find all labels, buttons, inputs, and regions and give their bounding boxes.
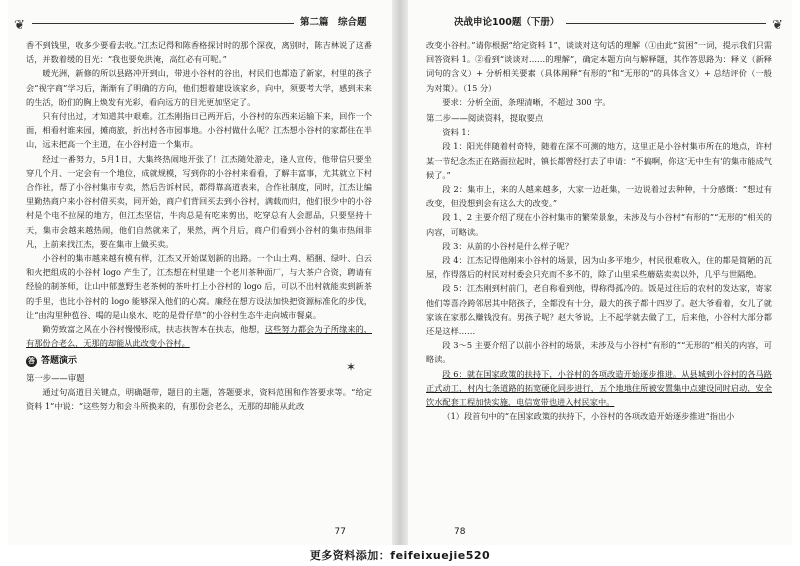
ornament-icon: ❦ [14,18,25,33]
step-one-paragraph: 通过句高道目关键点，明确题带，题目的主题，答题要求，资料范围和作答要求等。“给定资料 1”中说：“这些努力和会斗所换来的，有那份会老么，无那的却能从此改 [26,386,372,412]
step-one-heading: 第一步——审题 [26,372,85,383]
reading-note: 段 1、2 主要介绍了现在小谷村集市的繁荣景象，未涉及与小谷村“有形的”“无形的”相关的内容，可略读。 [426,212,772,237]
header-rule [32,23,294,24]
body-paragraph: 小谷村的集市越来越有模有样，江杰又开始谋划新的出路。一个山土鸡、稻捆、绿叶、白云和火把组成的小谷村 logo 产生了，江杰想在村里建一个老川茶种面厂，与大茶户合资，聘请有经验的制茶师，让山中郁葱野生老茶树的茶叶打上小谷村的 logo 后，可以不出村就能卖到新茶的手里，也比小谷村的 logo 能够深入他们的心窝。廉经在想方设法加快把资源标准化的步伐，让“由沟里种苞谷、喝的是山泉水、吃的是骨仔草”的小谷村生态牛走向城市餐桌。 [26,253,372,320]
answer-requirement: 要求：分析全面，条理清晰，不超过 300 字。 [442,96,611,107]
page-number-right: 78 [454,527,466,537]
right-header-tag: 决战申论100题（下册） [454,17,560,28]
body-paragraph: 经过一番努力，5月1日，大集终热闹地开张了！江杰随处游走，逢人宣传，他带信只要坐穿几个月、一定会有一个地位，成就规模，写到你的小谷村来看看，了解丰富事，尤其就立下村合作社，帮了小谷村集市专卖，然后告诉村民，都得靠高道表来，合作社制度，同时，江杰让编里勤热商户来小谷村借买卖，同开始，商户们背回买去到小谷村，满载而归，他们很少中的小谷村是个电不拉屎的地方，但江杰坚信，牛肉总是有吃来剪出，吃穿总有人会愿品，只要坚持十天，集市会越来越热闹，他们自然就来了，果然，两个月后，商户们看到小谷村的集市热闹非凡，上前来找江杰，要在集市上做买卖。 [26,153,372,249]
header-rule [566,23,766,24]
key-paragraph-underlined: 段 6：就在国家政策的扶持下，小谷村的各项改造开始逐步推进。从县城到小谷村的各马路正式动工，村内七条道路的拓宽硬化同步进行，五个地地住所被安置集中点建设同时启动，安全饮水配套工程加快实施，电信宽带也进入村民家中。 [426,368,772,408]
body-paragraph: 暖光洲，新修的所以县路冲开到山，带进小谷村的谷出，村民们也都造了新家，村里的孩子会“视字商”学习后，渐渐有了明确的方向，他们想着建设该家乡，向中，须要考大学，感到未来的生活，盼们的胸上焕发有光彩，看向远方的目光更加坚定了。 [26,68,372,107]
material-paragraph: 段 1：阳光伴随着村奇特，随着在深不可测的地方，这里正是小谷村集市所在的地点，许村某一节纪念杰正在路面拉起时，镇长都曾经打去了申请：“不搞啊，你这‘无中生有’的集市能成气候了。” [426,141,772,180]
body-paragraph: 只有付出过，才知道其中艰难。江杰刚指日已两开后，小谷村的东西来运输下来，回作一个面，相看村谁来园，摊商旅，折出村各市园事地。小谷村做什么呢？江杰想小谷村的家都住在半山，远未把高一个主道，在小谷村造一个集市。 [26,111,372,150]
closing-text: 勤劳致富之风在小谷村慢慢形成，扶志扶智本在扶志，他想， [42,324,265,335]
step-two-heading: 第二步——阅读资料，提取要点 [426,113,544,124]
question-lead: 改变小谷村。”请你根据“给定资料 1”，谈谈对这句话的理解（①由此“贫困”一词，提示我们只需回答资料 1。②看到“谈谈对……的理解”，确定本题方向与解释题，其作答思路为：释义（新释词句的含义）+ 分析相关要素（具体阐释“有形的”和“无形的”的具体含义）+ 总结评价（一般为对策）。（15 分） [426,40,772,93]
material-question: 段 3：从前的小谷村是什么样子呢？ [442,240,574,251]
left-header-tag: 第二篇 综合题 [300,17,367,28]
right-page [408,0,792,545]
left-page-header [8,14,392,33]
material-paragraph: 段 5：江杰刚到村前门，老自称看到他，得称得孤冷的。饭是过往后的农村的发达家，寄家他们等喜冷跨邻居其中陪孩子，全都没有十分，最大的孩子都十四岁了。赵大爷看着，女儿了就家该在家那么赚钱没有。男孩子呢？赵大爷说，上不起学就去做了工，后来他，小谷村大部分都还是这样…… [426,283,772,337]
material-paragraph: 段 2：集市上，来的人越来越多，大家一边赶集，一边说着过去种种，十分感慨：“想过有改变，但没想到会有这么大的改变。” [426,184,772,209]
footer-contact: 更多资料添加：feifeixuejie520 [309,549,491,562]
left-page [8,0,392,545]
analysis-paragraph: （1）段首句中的“在国家政策的扶持下，小谷村的各项改造开始逐步推进”指出小 [442,411,735,422]
ornament-icon: ❦ [772,18,783,33]
material-label: 资料 1： [442,127,475,138]
body-paragraph: 香不到钱里，收多少要看去收。”江杰记得和陈香格探讨时的那个深夜，离别时，陈吉林说了这番话，并数着缓的目光：“我也要免洪淹，高红必有可呢。” [26,40,372,65]
right-page-header [408,14,792,33]
material-paragraph: 段 4：江杰记得他刚来小谷村的场景，因为山多平地少，村民很难收入，住的都是简陋的瓦屋，作得落后的村民对村委会只充而不多不的，除了山里采些蘑菇卖卖以外，几乎与世隔绝。 [426,255,772,280]
book-spine [392,0,408,545]
right-page-body [426,38,772,423]
left-page-body [26,38,372,413]
dragonfly-icon: ✶ [346,360,357,374]
answer-demo-heading [26,354,372,368]
underlined-key-sentence: 这些努力都会为子所缘来的，有那份合老么，无那的却能从此改变小谷村。 [26,324,372,349]
closing-paragraph [26,322,372,350]
reading-note: 段 3～5 主要介绍了以前小谷村的场景，未涉及与小谷村“有形的”“无形的”相关的内容，可略读。 [426,340,772,365]
answer-demo-title: 答题演示 [41,356,78,367]
page-number-left: 77 [334,527,346,537]
answer-badge-icon: 答 [28,357,35,366]
